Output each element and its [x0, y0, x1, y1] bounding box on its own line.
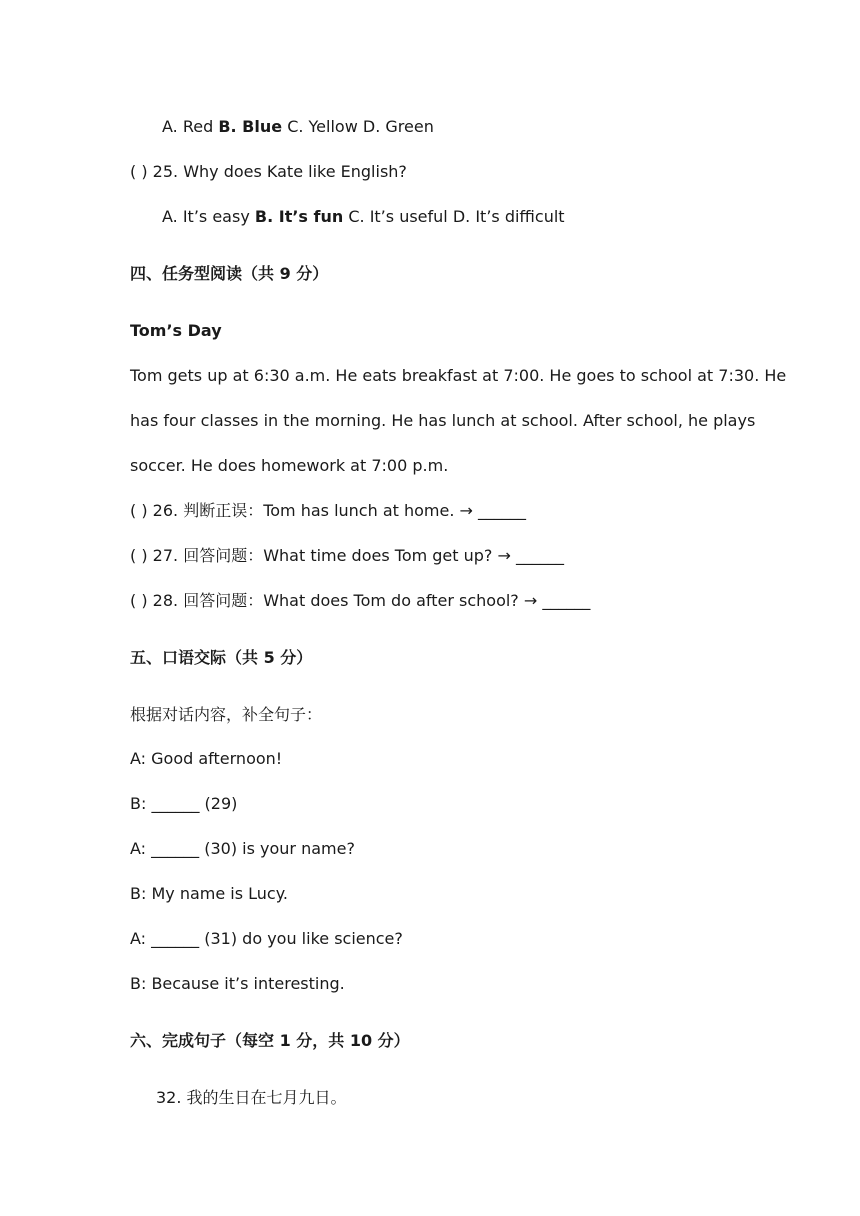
dialogue-line: B: My name is Lucy. — [130, 884, 288, 903]
q24-option-d: D. Green — [362, 117, 434, 136]
section5-instruction: 根据对话内容，补全句子： — [130, 705, 323, 724]
q24-option-b: B. Blue — [218, 117, 283, 136]
q24-option-a: A. Red — [162, 117, 214, 136]
q24-option-c: C. Yellow — [287, 117, 358, 136]
dialogue-line: A: ______ (30) is your name? — [130, 839, 355, 858]
dialogue-line: B: Because it’s interesting. — [130, 974, 345, 993]
question-26: ( ) 26. 判断正误：Tom has lunch at home. → ______ — [130, 501, 527, 520]
section6-heading: 六、完成句子（每空 1 分，共 10 分） — [130, 1031, 410, 1050]
q25-option-d: D. It’s difficult — [452, 207, 565, 226]
q25-option-b: B. It’s fun — [254, 207, 344, 226]
q25-options — [162, 207, 565, 227]
question-32: 32. 我的生日在七月九日。 — [156, 1088, 347, 1107]
q25-option-c: C. It’s useful — [348, 207, 448, 226]
dialogue-line: A: Good afternoon! — [130, 749, 283, 768]
dialogue-line: A: ______ (31) do you like science? — [130, 929, 403, 948]
question-28: ( ) 28. 回答问题：What does Tom do after school? → ______ — [130, 591, 591, 610]
dialogue-line: B: ______ (29) — [130, 794, 238, 813]
question-27: ( ) 27. 回答问题：What time does Tom get up? → ______ — [130, 546, 565, 565]
passage-line: Tom gets up at 6:30 a.m. He eats breakfast at 7:00. He goes to school at 7:30. He — [130, 366, 787, 385]
passage-line: soccer. He does homework at 7:00 p.m. — [130, 456, 449, 475]
passage-title: Tom’s Day — [130, 321, 222, 340]
section4-heading: 四、任务型阅读（共 9 分） — [130, 264, 329, 283]
passage-line: has four classes in the morning. He has lunch at school. After school, he plays — [130, 411, 756, 430]
q24-options — [162, 117, 434, 137]
q25-option-a: A. It’s easy — [162, 207, 250, 226]
section5-heading: 五、口语交际（共 5 分） — [130, 648, 313, 667]
q25-stem: ( ) 25. Why does Kate like English? — [130, 162, 407, 181]
